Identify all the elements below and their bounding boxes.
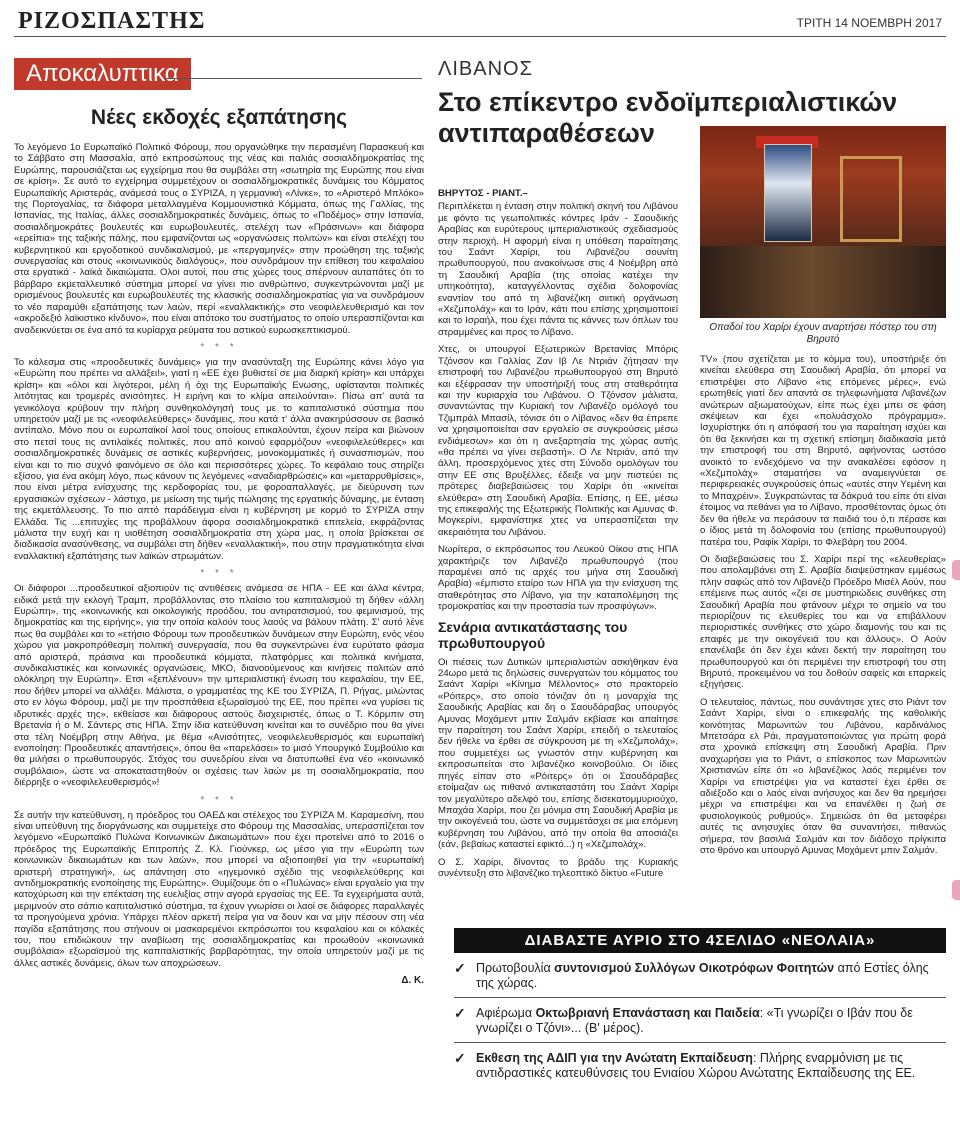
promo-box bbox=[454, 928, 946, 1081]
section-separator: * * * bbox=[200, 794, 238, 806]
kicker-rule bbox=[164, 78, 422, 79]
right-paragraph-3: Νωρίτερα, ο εκπρόσωπος του Λευκού Οίκου στις ΗΠΑ χαρακτήριζε τον Λιβανέζο πρωθυπουργό (που παραμένει από τις αρχές του μήνα στη Σαουδική Αραβία) «έμπιστο εταίρο των ΗΠΑ για την ενίσχυση της σταθερότητας στο Λίβανο, για την καταπολέμηση της τρομοκρατίας και την προστασία των προσφύγων». bbox=[438, 544, 678, 613]
left-paragraph-2: Το κάλεσμα στις «προοδευτικές δυνάμεις» για την ανασύνταξη της Ευρώπης κάνει λόγο για «Ευρώπη που πρέπει να αλλάξει!», γιατί η «ΕΕ έχει βυθιστεί σε μια διαρκή κρίση» και υπάρχει κρίση» και «όλοι και λιγότεροι, μέλη ή όχι της Ευρωπαϊκής Ενωσης, υφίστανται πολιτικές λιτότητας και τρομερές ανισότητες. Η ειρήνη και το κλίμα απειλούνται». Πίσω απ' αυτά τα γενικόλογα κρύβουν την πλήρη συνθηκολόγησή τους με το καπιταλιστικό σύστημα που υπηρετούν μαζί με τις «νεοφιλελεύθερες» δυνάμεις, που κατά τ' άλλα ανακηρύσσουν σε βασικό αντίπαλο. Μόνο που οι ευρωπαϊκοί λαοί τους οποίους επικαλούνται, έχουν πείρα και βιώνουν στο πετσί τους τις αντιλαϊκές πολιτικές, που από κοινού εφαρμόζουν «νεοφιλελεύθερες» και σοσιαλδημοκρατικές δυνάμεις σε αστικές κυβερνήσεις, μονοκομματικές ή συνασπισμών, που είναι και το πιο συχνό φαινόμενο σε όλο και περισσότερες χώρες. Το κεφάλαιο τους στηρίζει εξίσου, για ένα ακόμη λόγο, πως κάνουν τις λεγόμενες «αναδιαρθρώσεις» και «μεταρρυθμίσεις», που είναι μέτρα ενίσχυσης της κερδοφορίας του, με φοροαπαλλαγές, με διεύρυνση των εργασιακών σχέσεων - λάστιχο, με μείωση της τιμής πώλησης της εργατικής δύναμης, με ένταση της εκμετάλλευσης. Το πιο απτό παράδειγμα είναι η κυβέρνηση με κορμό το ΣΥΡΙΖΑ στην Ελλάδα. Τις ...επιτυχίες της προβάλλουν άφορα σοσιαλδημοκρατικά επιτελεία, εκφράζοντας μάλιστα την ευχή και η υιοθέτηση σοσιαλδημοκρατία στη χώρα μας, η οποία βρίσκεται σε διαδικασία ανασύνθεσης, να συμβάλει στη δήθεν «εναλλακτική», που στην πραγματικότητα είναι εναλλακτική εξαπάτησης των λαϊκών στρωμάτων. bbox=[14, 356, 424, 562]
checkmark-icon: ✓ bbox=[454, 1050, 466, 1066]
promo-divider bbox=[454, 997, 946, 998]
section-label: ΛΙΒΑΝΟΣ bbox=[438, 58, 533, 80]
left-paragraph-3: Οι διάφοροι ...προοδευτικοί αξιοπιούν τις αντιθέσεις ανάμεσα σε ΗΠΑ - ΕΕ και άλλα κέντρα, ειδικά μετά την εκλογή Τραμπ, προβάλλοντας στο πλαίσιο του καπιταλισμού τη δήθεν «άλλη Ευρώπη», της «κοινωνικής και οικολογικής προόδου, του αντιρατσισμού, του φεμινισμού, της δημοκρατίας και της ειρήνης», για την οποία καλούν τους λαούς να βάλουν πλάτη. Σ' αυτό λένε πως θα συμβάλει και το «ετήσιο Φόρουμ των προοδευτικών δυνάμεων στην Ευρώπη, ενός νέου χώρου για μακροπρόθεσμη πολιτική συνεργασία, που θα συγκεντρώνει ένα ευρύτατο φάσμα από αριστερά, πράσινα και προοδευτικά κόμματα, πλατφόρμες και πολιτικά κινήματα, συνδικαλιστικές και κοινωνικές οργανώσεις, ΜΚΟ, διανοούμενους και κινήσεις πολιτών από ολόκληρη την Ευρώπη». Ετσι «ξεπλένουν» την ιμπεριαλιστική ένωση του κεφαλαίου, την ΕΕ, που δήθεν μπορεί να αλλάξει. Μάλιστα, ο γραμματέας της ΚΕ του ΣΥΡΙΖΑ, Π. Ρήγας, μιλώντας στο εν λόγω Φόρουμ, μαζί με την προσπάθεια εξωραϊσμού της ΕΕ, που πρέπει «να γυρίσει τις ιδρυτικές αρχές της», εκθείασε και διάφορους αστούς διαχειριστές, όπως ο Τ. Κόρμπιν στη Βρετανία ή ο Μ. Σάντερς στις ΗΠΑ. Στην ίδια κατεύθυνση κινείται και το συνέδριο που θα γίνει στα τέλη Νοέμβρη στην Αθήνα, με θέμα «Ανισότητες, νεοφιλελευθερισμός και ευρωπαϊκή ενοποίηση: Προοδευτικές απαντήσεις», όπου θα «παρελάσει» το μισό Υπουργικό Συμβούλιο και θα μιλήσει ο πρωθυπουργός. Στόχος του συνεδρίου είναι να διατυπωθεί ένα νέο «κοινωνικό συμβόλαιο», ώστε να αποκαταστηθούν οι σχέσεις των λαών με τη σοσιαλδημοκρατία, που διέρρηξε ο «νεοφιλελευθερισμός»! bbox=[14, 583, 424, 789]
section-separator: * * * bbox=[200, 568, 238, 580]
dateline: ΒΗΡΥΤΟΣ - ΡΙΑΝΤ.– bbox=[438, 188, 528, 199]
promo-item-text: Αφιέρωμα Οκτωβριανή Επανάσταση και Παιδεία: «Τι γνωρίζει ο Ιβάν που δε γνωρίζει ο Τζόνι»... (Β' μέρος). bbox=[476, 1006, 913, 1035]
right-paragraph-4: Οι πιέσεις των Δυτικών ιμπεριαλιστών ασκήθηκαν ένα 24ωρο μετά τις δηλώσεις συνεργατών του κόμματος του Σαάντ Χαρίρι «Κίνημα Μέλλοντος» στο πρακτορείο «Ρόιτερς», στο οποίο τόνιζαν ότι η μοναρχία της Σαουδικής Αραβίας και δη ο Σαουδάραβας υπουργός Αμυνας Μοχάμεντ μπιν Σαλμάν εκβίασε και απαίτησε την παραίτηση του Σαάντ Χαρίρι, επειδή ο τελευταίος δεν ήθελε να έρθει σε σύγκρουση με τη «Χεζμπολάχ», που συμμετέχει ως γνωστόν στην κυβέρνηση και εκπροσωπείται στο λιβανέζικο κοινοβούλιο. Οι ίδιες πηγές είπαν στο «Ρόιτερς» ότι οι Σαουδάραβες ετοίμαζαν ως πιθανό αντικαταστάτη του Σαάντ Χαρίρι τον μεγαλύτερο αδελφό του, επίσης δισεκατομμυριούχο, Μπαχάα Χαρίρι, που ζει μόνιμα στη Σαουδική Αραβία με την οικογένειά του, ώστε να συμμετάσχει σε μια επόμενη κυβέρνηση του Λιβάνου, από την οποία θα αποσιάζει (εάν, βεβαίως καταστεί εφικτό...) η «Χεζμπολάχ». bbox=[438, 656, 678, 851]
promo-item-text: Πρωτοβουλία συντονισμού Συλλόγων Οικοτρόφων Φοιτητών από Εστίες όλης της χώρας. bbox=[476, 961, 929, 990]
photo-poster bbox=[764, 144, 812, 242]
promo-item bbox=[454, 1006, 946, 1036]
right-text-col-b bbox=[700, 354, 946, 862]
article-photo bbox=[700, 126, 946, 318]
promo-item bbox=[454, 1051, 946, 1081]
newspaper-logo: ΡΙΖΟΣΠΑΣΤΗΣ bbox=[18, 8, 206, 34]
promo-header: ΔΙΑΒΑΣΤΕ ΑΥΡΙΟ ΣΤΟ 4ΣΕΛΙΔΟ «ΝΕΟΛΑΙΑ» bbox=[454, 928, 946, 953]
column-kicker: Αποκαλυπτικα bbox=[14, 58, 191, 90]
photo-storefront bbox=[700, 246, 946, 318]
right-column bbox=[438, 58, 946, 879]
page-edge-marker bbox=[952, 560, 960, 580]
right-paragraph-8: Ο τελευταίος, πάντως, που συνάντησε χτες στο Ριάντ τον Σαάντ Χαρίρι, είναι ο επικεφαλής της καθολικής κοινότητας Μαρωνιτών του Λιβάνου, καρδινάλιος Μπετσάρα ελ Ράι, πραγματοποιώντας για πρώτη φορά στα χρονικά επίσκεψη στη Σαουδική Αραβία. Πριν αναχωρήσει για το Ριάντ, ο επίσκοπος των Μαρωνιτών Χριστιανών είπε ότι «ο λιβανέζικος λαός περιμένει τον Χαρίρι να επιστρέψει για να καταστεί έχει έρθει σε αδιέξοδο και ο λαός είναι ανήσυχος και δεν θα ηρεμήσει μέχρι να επιστρέψει και να επανέλθει η ζωή σε φυσιολογικούς ρυθμούς». Σημειώσε ότι θα μεταφέρει αυτές τις ανησυχίες όταν θα συναντήσει, πιθανώς σήμερα, τον βασιλιά Σαλμάν και τον διάδοχο πρίγκιπα στο θρόνο και υπουργό Αμυνας Μοχάμεντ μπιν Σαλμάν. bbox=[700, 696, 946, 857]
author-signature: Δ. Κ. bbox=[401, 975, 424, 987]
left-paragraph-4: Σε αυτήν την κατεύθυνση, η πρόεδρος του ΟΑΕΔ και στέλεχος του ΣΥΡΙΖΑ Μ. Καραμεσίνη, που είναι υπεύθυνη της διοργάνωσης και συμμετείχε στο Φόρουμ της Μασσαλίας, υπερασπίζεται τον λεγόμενο «Ευρωπαϊκό Πυλώνα Κοινωνικών Δικαιωμάτων» που έχει προτείνει από το 2016 ο πρόεδρος της Ευρωπαϊκής Επιτροπής Ζ. Κλ. Γιούνκερ, ως μέσο για την «Ευρώπη των κοινωνικών δικαιωμάτων και των λαών», που μπορεί να αξιοποιηθεί για την «ευρωπαϊκή αριστερή στρατηγική», ως απάντηση στο «ηγεμονικό σχέδιο της νεοφιλελεύθερης και αντιδημοκρατικής ενοποίησης της Ευρώπης». Θυμίζουμε ότι ο «Πυλώνας» είναι εργαλείο για την κατοχύρωση και την επέκταση της ευελιξίας στην αγορά εργασίας της ΕΕ. Τα εγχειρήματα αυτά, μεριμνούν στο σάπιο καπιταλιστικό σύστημα, τα έχουν γνωρίσει οι λαοί σε διάφορες παραλλαγές τα προηγούμενα χρόνια. Υπάρχει πλέον αρκετή πείρα για να δουν και να μην πέσουν στη νέα παγίδα εξαπάτησης που στήνουν οι μασκαρεμένοι εκπρόσωποι του κεφαλαίου και οι κόλακές του, που επιδιώκουν την αναβίωση της σοσιαλδημοκρατίας και προωθούν «κοινωνικά συμβόλαια» εξωραϊσμού της καπιταλιστικής βαρβαρότητας, την οποία υπηρετούν μαζί με τις άλλες αστικές δυνάμεις, όλων των αποχρώσεων. bbox=[14, 809, 424, 969]
right-paragraph-7: Οι διαβεβαιώσεις του Σ. Χαρίρι περί της «ελευθερίας» που απολαμβάνει στη Σ. Αραβία διαψεύστηκαν εμμέσως πλην σαφώς από τον Λιβανέζο Πρόεδρο Μισέλ Αούν, που επέμεινε πως αυτός «ζει σε μυστηριώδεις συνθήκες στη Σαουδική Αραβία που φτάνουν μέχρι το σημείο να του περιορίζουν τις ελευθερίες του και να επιβάλλουν περιοριστικές συνθήκες στο χώρο διαμονής του και τις επαφές με την οικογένειά του και άλλους». Ο Αούν επανέλαβε ότι δεν έχει κάνει δεκτή την παραίτηση του πρωθυπουργού και ότι περιμένει την επιστροφή του στη Βηρυτό, προκειμένου να του δοθούν σαφείς και επαρκείς εξηγήσεις. bbox=[700, 553, 946, 691]
right-paragraph-1: Περιπλέκεται η ένταση στην πολιτική σκηνή του Λιβάνου με φόντο τις γεωπολιτικές κόντρες Ιράν - Σαουδικής Αραβίας και ευρύτερους ιμπεριαλιστικούς σχεδιασμούς στην περιοχή. Η αφορμή είναι η υπόθεση παραίτησης του Σαάντ Χαρίρι, του Λιβανέζου σουνίτη πρωθυπουργού, που ανακοίνωσε στις 4 Νοέμβρη από τη Σαουδική Αραβία (της οποίας κατέχει την υπηκοότητα), καταγγέλλοντας σχέδια δολοφονίας εναντίον του από τη λιβανέζικη σιιτική οργάνωση «Χεζμπολάχ» και το Ιράν, κάτι που επίσης χρησιμοποιεί και το Ισραήλ, που έχει πάντα τις κάννες των όπλων του στραμμένες και προς το Λίβανο. bbox=[438, 201, 678, 338]
promo-item-text: Εκθεση της ΑΔΙΠ για την Ανώτατη Εκπαίδευση: Πλήρης εναρμόνιση με τις αντιδραστικές κατευθύνσεις του Ενιαίου Χώρου Ανώτατης Εκπαίδευσης της ΕΕ. bbox=[476, 1051, 916, 1080]
checkmark-icon: ✓ bbox=[454, 960, 466, 976]
right-article-title: Στο επίκεντρο ενδοϊμπεριαλιστικών αντιπαραθέσεων bbox=[438, 87, 898, 149]
issue-date: ΤΡΙΤΗ 14 ΝΟΕΜΒΡΗ 2017 bbox=[796, 16, 942, 30]
photo-frame bbox=[840, 156, 902, 242]
promo-item bbox=[454, 961, 946, 991]
masthead bbox=[14, 8, 946, 37]
checkmark-icon: ✓ bbox=[454, 1005, 466, 1021]
section-separator: * * * bbox=[200, 341, 238, 353]
left-article-title: Νέες εκδοχές εξαπάτησης bbox=[90, 106, 348, 129]
right-paragraph-2: Χτες, οι υπουργοί Εξωτερικών Βρετανίας Μπόρις Τζόνσον και Γαλλίας Ζαν Ιβ Λε Ντριάν ζήτησαν την επιστροφή του Λιβανέζου πρωθυπουργού στη Βηρυτό και εξέφρασαν την υποστήριξή τους στη σταθερότητα και την κυριαρχία του Λιβάνου. Ο Τζόνσον μάλιστα, συναντώντας την Κυριακή τον Λιβανέζο ομόλογό του Τζιμπράλ Μπασίλ, τόνισε ότι ο Λίβανος «δεν θα έπρεπε να χρησιμοποιείται σαν εργαλείο σε συγκρούσεις μέσω ενδιάμεσων» και ότι η ανεξαρτησία της χώρας αυτής «θα πρέπει να γίνει σεβαστή». Ο Λε Ντριάν, από την άλλη, προσερχόμενος χτες στη Σύνοδο ομολόγων του στην ΕΕ στις Βρυξέλλες, έδειξε να μην πιστεύει τις πρότερες διαβεβαιώσεις του Χαρίρι ότι «κινείται ελεύθερα» στη Σαουδική Αραβία. Επίσης, η ΕΕ, μέσω της επικεφαλής της Εξωτερικής Πολιτικής και Αμυνας Φ. Μογκερίνι, εμφανίστηκε χτες να υπερασπίζεται την ακεραιότητα του Λιβάνου. bbox=[438, 344, 678, 538]
right-paragraph-5: Ο Σ. Χαρίρι, δίνοντας το βράδυ της Κυριακής συνέντευξη στο λιβανέζικο τηλεοπτικό δίκτυο «Future bbox=[438, 856, 678, 879]
right-subheading: Σενάρια αντικατάστασης του πρωθυπουργού bbox=[438, 618, 628, 651]
page-edge-marker bbox=[952, 880, 960, 900]
photo-caption: Οπαδοί του Χαρίρι έχουν αναρτήσει πόστερ του στη Βηρυτό bbox=[709, 322, 937, 345]
left-paragraph-1: Το λεγόμενο 1ο Ευρωπαϊκό Πολιτικό Φόρουμ, που οργανώθηκε την περασμένη Παρασκευή και το Σάββατο στη Μασσαλία, από εκπροσώπους της νέας και παλιάς σοσιαλδημοκρατίας της Ευρώπης, παρουσιάζεται ως εγχείρημα που θα συμβάλει στη «σωτηρία της Ευρώπης που είναι σε κρίση». Σε αυτό το εγχείρημα συμμετέχουν οι σοσιαλδημοκρατικές δυνάμεις του Κόμματος Ευρωπαϊκής Αριστεράς, ανάμεσά τους ο ΣΥΡΙΖΑ, η γερμανική «Λίνκε», το «Αριστερό Μπλόκο» της Πορτογαλίας, τα διάφορα μεταλλαγμένα Κομμουνιστικά Κόμματα, όπως της Γαλλίας, της Ισπανίας, της Ιταλίας, άλλες σοσιαλδημοκρατικές δυνάμεις, όπως το «Ποδέμος» στην Ισπανία, σοσιαλδημοκράτες βουλευτές και ευρωβουλευτές, στελέχη των «Πράσινων» και διάφορα «ερείπια» της ταξικής πάλης, που εμφανίζονται ως «οργανώσεις πολιτών» και είναι στελέχη του κυβερνητικού και εργοδοτικού συνδικαλισμού, με «περγαμηνές» στην προώθηση της ταξικής συνεργασίας και στους «κοινωνικούς διαλόγους», που συνδράμουν την επίθεση του κεφαλαίου στα εργατικά - λαϊκά δικαιώματα. Ολοι αυτοί, που στις χώρες τους σπέρνουν αυταπάτες ότι το βάρβαρο εκμεταλλευτικό σύστημα μπορεί να γίνει πιο ανθρώπινο, συγκεντρώνονται μαζί με ορισμένους βουλευτές και ευρωβουλευτές της κλασικής σοσιαλδημοκρατίας για να συνδράμουν το νέο παραμύθι εξαπάτησης των λαών, περί «εναλλακτικής» στο νεοφιλελευθερισμό και τον «ακροδεξιό λαϊκιστικο κίνδυνο», που είναι απότοκο του συστήματος το οποίο υπερασπίζονται και αναδεικνύεται σε ένα από τα κυρίαρχα ρεύματα του αστικού ευρωσκεπτικισμού. bbox=[14, 142, 424, 336]
right-paragraph-6: TV» (που σχετίζεται με το κόμμα του), υποστήριξε ότι κινείται ελεύθερα στη Σαουδική Αραβία, ότι μπορεί να επιστρέψει στο Λίβανο «τις επόμενες μέρες», ενώ ερωτηθείς γιατί δεν απαντά σε τηλεφωνήματα Λιβανέζων ανώτερων αξιωματούχων, είπε πως έχει μπει σε φάση σκέψεων και έχει «πολυάσχολο πρόγραμμα». Ισχυρίστηκε ότι η απόφασή του για παραίτηση ισχύει και ότι θα ξεκινήσει και τη σχετική επίσημη διαδικασία μετά την επιστροφή του στη Βηρυτό, αφήνοντας ωστόσο ανοικτό το ενδεχόμενο να την ανακαλέσει εφόσον η «Χεζμπολάχ» σταματήσει να αναμειγνύεται σε περιφερειακές συγκρούσεις όπως «αυτές στην Υεμένη και το Μπαχρέιν». Συγκρατώντας τα δάκρυά του είπε ότι είναι έτοιμος να πεθάνει για το Λίβανο, προσθέτοντας όμως ότι δεν θα ήθελε να περάσουν τα παιδιά του ό,τι πέρασε και ο ίδιος μετά τη δολοφονία του (επίσης πρωθυπουργού) πατέρα του, Ραφίκ Χαρίρι, το Φλεβάρη του 2004. bbox=[700, 354, 946, 548]
left-column bbox=[14, 58, 424, 986]
promo-divider bbox=[454, 1042, 946, 1043]
right-text-col-a bbox=[438, 188, 678, 885]
